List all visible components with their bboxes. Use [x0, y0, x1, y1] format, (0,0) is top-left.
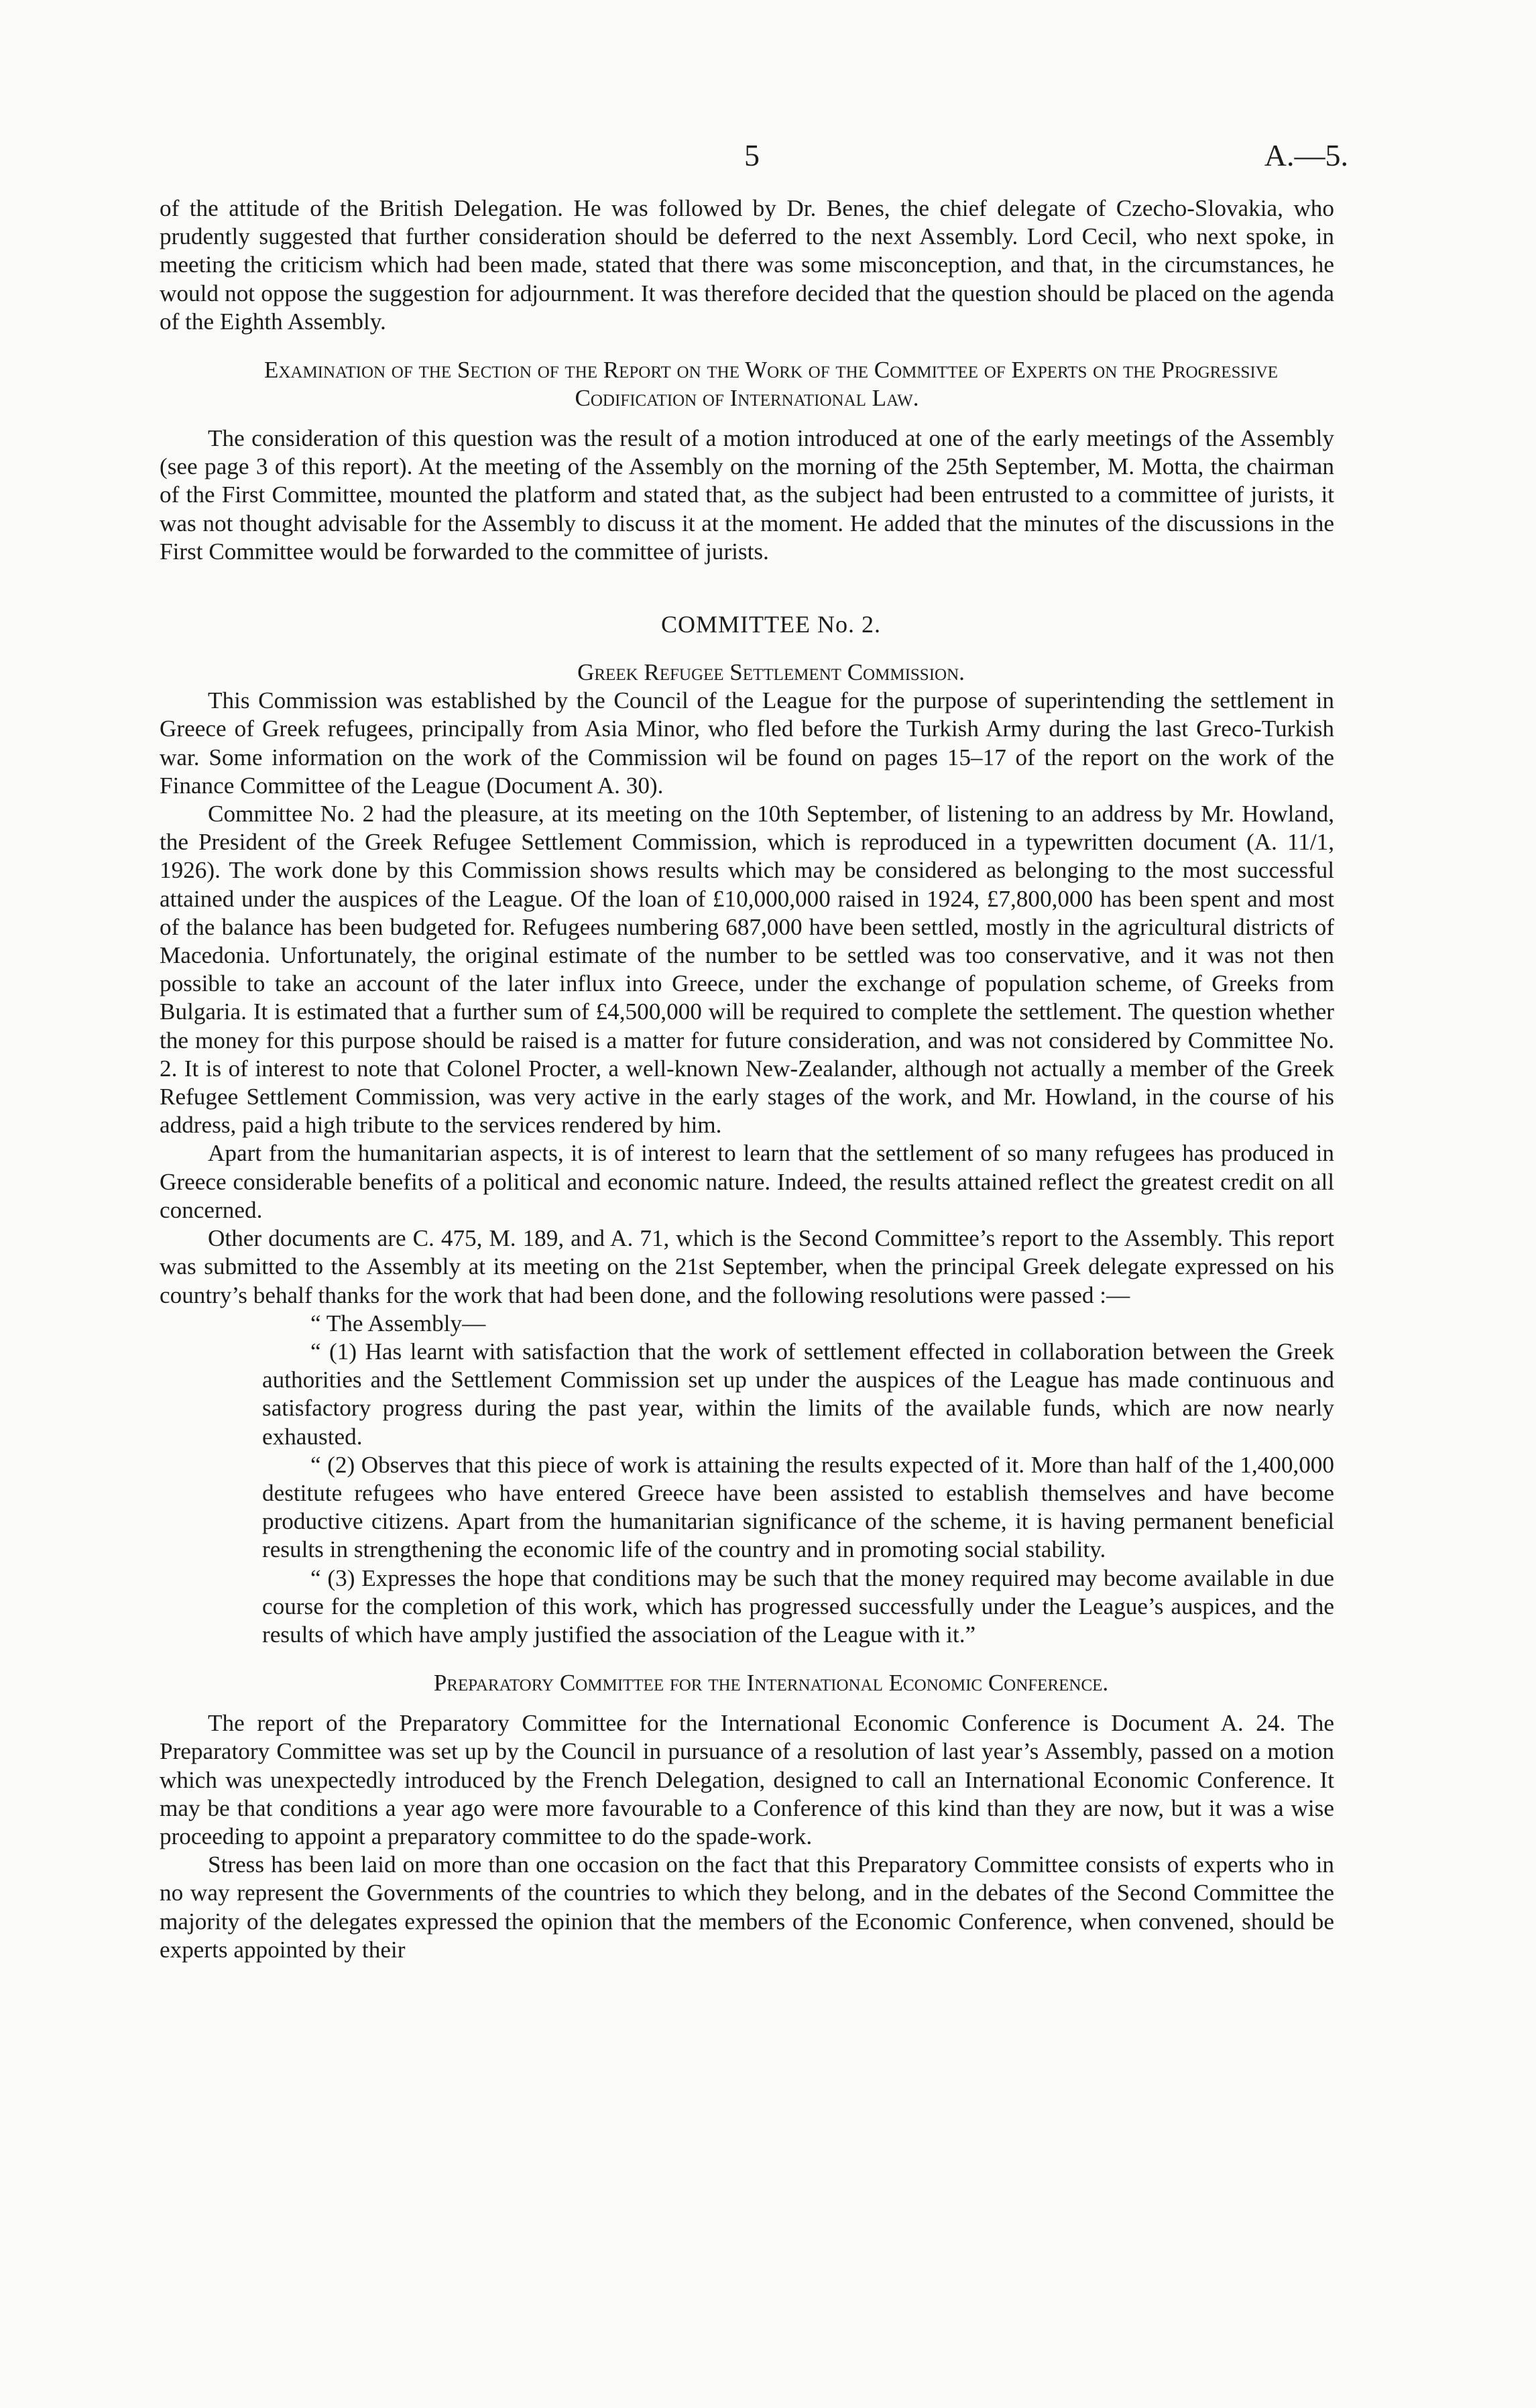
resolution-2: “ (2) Observes that this piece of work is attaining the results expected of it. More than half of the 1,400,000 destitute refugees who have entered Greece have been assisted to establish themselves and have become productive citizens. Apart from the humanitarian significance of the scheme, it is having permanent beneficial results in strengthening the economic life of the country and in promoting social stability. [262, 1451, 1334, 1563]
intro-paragraph: of the attitude of the British Delegation. He was followed by Dr. Benes, the chief delegate of Czecho-Slovakia, who prudently suggested that further consideration should be deferred to the next Assembly. Lord Cecil, who next spoke, in meeting the criticism which had been made, stated that there was some misconception, and that, in the circumstances, he would not oppose the suggestion for adjournment. It was therefore decided that the question should be placed on the agenda of the Eighth Assembly. [160, 195, 1334, 335]
resolution-1: “ (1) Has learnt with satisfaction that the work of settlement effected in collaboration between the Greek authorities and the Settlement Commission set up under the auspices of the League has made continuous and satisfactory progress during the past year, within the limits of the available funds, which are now nearly exhausted. [262, 1338, 1334, 1450]
greek-paragraph-1: This Commission was established by the Council of the League for the purpose of superintending the settlement in Greece of Greek refugees, principally from Asia Minor, who fled before the Turkish Army during the last Greco-Turkish war. Some information on the work of the Commission wil be found on pages 15–17 of the report on the work of the Finance Committee of the League (Document A. 30). [160, 687, 1334, 799]
codification-paragraph: The consideration of this question was the result of a motion introduced at one of the early meetings of the Assembly (see page 3 of this report). At the meeting of the Assembly on the morning of the 25th September, M. Motta, the chairman of the First Committee, mounted the platform and stated that, as the subject had been entrusted to a committee of jurists, it was not thought advisable for the Assembly to discuss it at the moment. He added that the minutes of the discussions in the First Committee would be forwarded to the committee of jurists. [160, 425, 1334, 565]
greek-paragraph-3: Apart from the humanitarian aspects, it is of interest to learn that the settlement of so many refugees has produced in Greece considerable benefits of a political and economic nature. Indeed, the results attained reflect the greatest credit on all concerned. [160, 1140, 1334, 1223]
page-number: 5 [744, 138, 760, 172]
page-header [0, 137, 1536, 191]
resolution-3: “ (3) Expresses the hope that conditions may be such that the money required may become available in due course for the completion of this work, which has progressed successfully under the League’s auspices, and the results of which have amply justified the association of the League with it.” [262, 1564, 1334, 1648]
greek-paragraph-2: Committee No. 2 had the pleasure, at its meeting on the 10th September, of listening to an address by Mr. Howland, the President of the Greek Refugee Settlement Commission, which is reproduced in a typewritten document (A. 11/1, 1926). The work done by this Commission shows results which may be considered as belonging to the most successful attained under the auspices of the League. Of the loan of £10,000,000 raised in 1924, £7,800,000 has been spent and most of the balance has been budgeted for. Refugees numbering 687,000 have been settled, mostly in the agricultural districts of Macedonia. Unfortunately, the original estimate of the number to be settled was too conservative, and it was not then possible to take an account of the later influx into Greece, under the exchange of population scheme, of Greeks from Bulgaria. It is estimated that a further sum of £4,500,000 will be required to complete the settlement. The question whether the money for this purpose should be raised is a matter for future consideration, and was not considered by Committee No. 2. It is of interest to note that Colonel Procter, a well-known New-Zealander, although not actually a member of the Greek Refugee Settlement Commission, was very active in the early stages of the work, and Mr. Howland, in the course of his address, paid a high tribute to the services rendered by him. [160, 801, 1334, 1139]
document-reference: A.—5. [1264, 138, 1348, 172]
committee-heading: COMMITTEE No. 2. [661, 611, 881, 638]
document-body [160, 194, 1334, 1964]
section-heading-economic-conference: Preparatory Committee for the International Economic Conference. [433, 1670, 1109, 1697]
section-heading-greek-refugee: Greek Refugee Settlement Commission. [577, 659, 965, 686]
resolution-opening: “ The Assembly— [310, 1310, 486, 1336]
economic-paragraph-2: Stress has been laid on more than one occasion on the fact that this Preparatory Committee consists of experts who in no way represent the Governments of the countries to which they belong, and in the debates of the Second Committee the majority of the delegates expressed the opinion that the members of the Economic Conference, when convened, should be experts appointed by their [160, 1851, 1334, 1963]
economic-paragraph-1: The report of the Preparatory Committee for the International Economic Conference is Document A. 24. The Preparatory Committee was set up by the Council in pursuance of a resolution of last year’s Assembly, passed on a motion which was unexpectedly introduced by the French Delegation, designed to call an International Economic Conference. It may be that conditions a year ago were more favourable to a Conference of this kind than they are now, but it was a wise proceeding to appoint a preparatory committee to do the spade-work. [160, 1710, 1334, 1849]
section-heading-codification: Examination of the Section of the Report on the Work of the Committee of Experts on the Progressive Codification of International Law. [263, 357, 1279, 412]
greek-paragraph-4: Other documents are C. 475, M. 189, and A. 71, which is the Second Committee’s report to the Assembly. This report was submitted to the Assembly at its meeting on the 21st September, when the principal Greek delegate expressed on his country’s behalf thanks for the work that had been done, and the following resolutions were passed :— [160, 1225, 1334, 1308]
